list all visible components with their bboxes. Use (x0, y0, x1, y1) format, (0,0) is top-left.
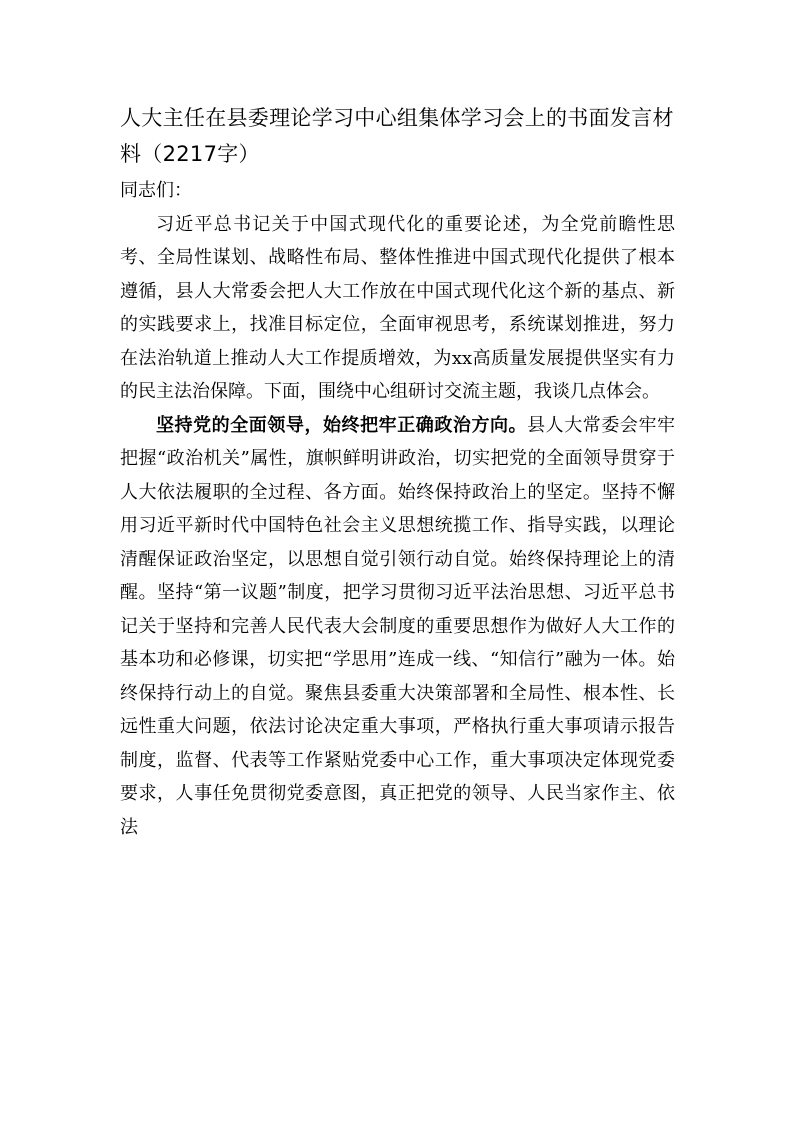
paragraph-body-text: 县人大常委会牢牢把握“政治机关”属性，旗帜鲜明讲政治，切实把党的全面领导贯穿于人大依法履职的全过程、各方面。始终保持政治上的坚定。坚持不懈用习近平新时代中国特色社会主义思想统揽工作、指导实践，以理论清醒保证政治坚定，以思想自觉引领行动自觉。始终保持理论上的清醒。坚持“第一议题”制度，把学习贯彻习近平法治思想、习近平总书记关于坚持和完善人民代表大会制度的重要思想作为做好人大工作的基本功和必修课，切实把“学思用”连成一线、“知信行”融为一体。始终保持行动上的自觉。聚焦县委重大决策部署和全局性、根本性、长远性重大问题，依法讨论决定重大事项，严格执行重大事项请示报告制度，监督、代表等工作紧贴党委中心工作，重大事项决定体现党委要求，人事任免贯彻党委意图，真正把党的领导、人民当家作主、依法 (120, 414, 675, 838)
document-title: 人大主任在县委理论学习中心组集体学习会上的书面发言材料（2217字） (120, 106, 674, 166)
document-body (120, 100, 675, 844)
salutation: 同志们： (120, 180, 192, 201)
paragraph-intro: 习近平总书记关于中国式现代化的重要论述，为全党前瞻性思考、全局性谋划、战略性布局、整体性推进中国式现代化提供了根本遵循，县人大常委会把人大工作放在中国式现代化这个新的基点、新的实践要求上，找准目标定位，全面审视思考，系统谋划推进，努力在法治轨道上推动人大工作提质增效，为xx高质量发展提供坚实有力的民主法治保障。下面，围绕中心组研讨交流主题，我谈几点体会。 (120, 213, 675, 402)
paragraph-lead-heading: 坚持党的全面领导，始终把牢正确政治方向。 (156, 414, 528, 436)
paragraph-party-leadership (120, 409, 675, 845)
